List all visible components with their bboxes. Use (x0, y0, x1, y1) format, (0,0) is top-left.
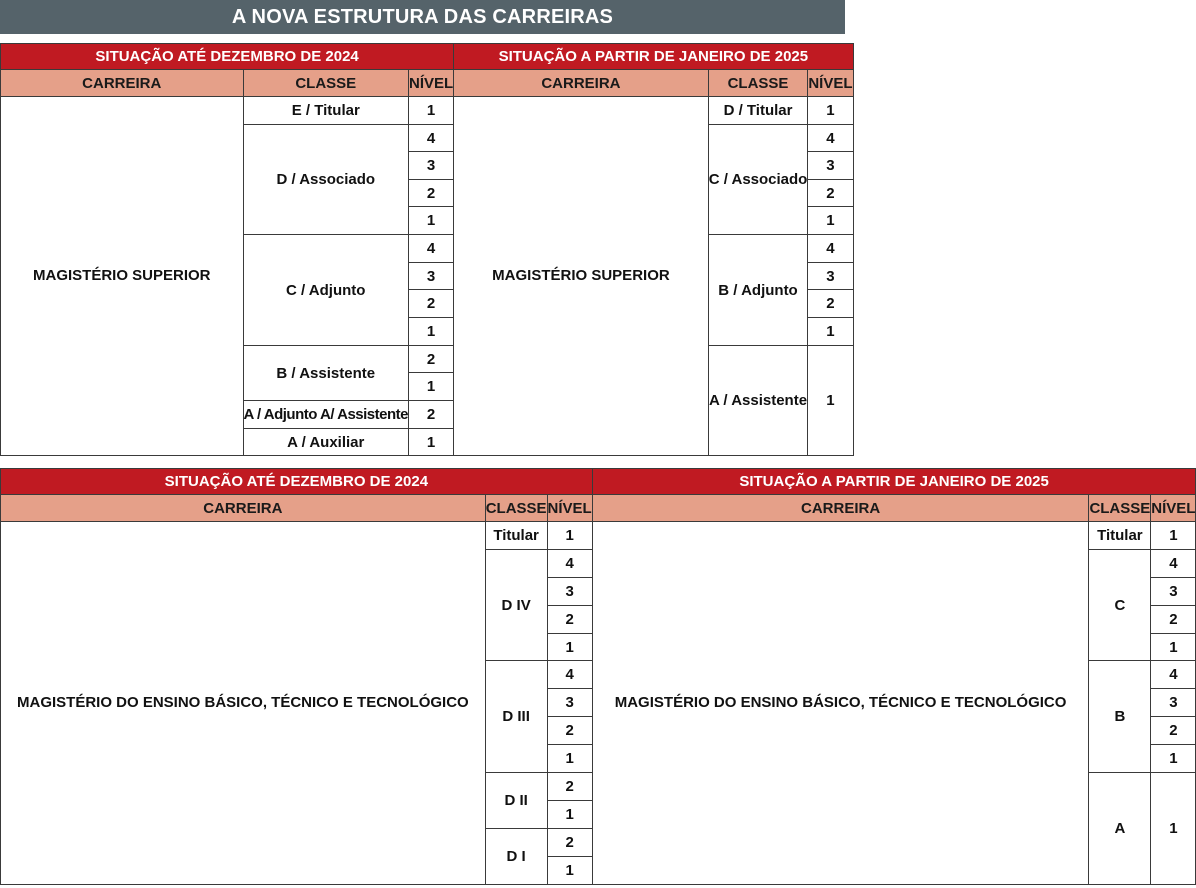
column-header-classe: CLASSE (708, 70, 808, 97)
classe-cell: C / Associado (708, 125, 808, 235)
nivel-cell: 1 (1151, 634, 1196, 661)
classe-cell: D III (485, 661, 547, 773)
nivel-cell: 1 (547, 522, 592, 550)
carreira-cell: MAGISTÉRIO DO ENSINO BÁSICO, TÉCNICO E TECNOLÓGICO (592, 522, 1089, 885)
nivel-cell: 2 (547, 606, 592, 634)
nivel-cell: 4 (547, 661, 592, 689)
nivel-cell: 2 (408, 180, 453, 207)
classe-cell: D II (485, 773, 547, 829)
classe-cell: D IV (485, 550, 547, 661)
nivel-cell: 2 (547, 773, 592, 801)
column-header-nivel: NÍVEL (408, 70, 453, 97)
nivel-cell: 3 (547, 689, 592, 717)
column-header-classe: CLASSE (1089, 495, 1151, 522)
nivel-cell: 1 (408, 318, 453, 346)
nivel-cell: 2 (408, 346, 453, 373)
nivel-cell: 4 (1151, 550, 1196, 578)
page-title: A NOVA ESTRUTURA DAS CARREIRAS (0, 0, 845, 34)
table-magisterio-ebtt (0, 468, 1196, 885)
classe-cell: B / Assistente (243, 346, 408, 401)
classe-cell: C (1089, 550, 1151, 661)
table-magisterio-superior (0, 43, 854, 456)
nivel-cell: 1 (1151, 522, 1196, 550)
nivel-cell: 1 (547, 745, 592, 773)
column-header-carreira: CARREIRA (454, 70, 709, 97)
classe-cell: B (1089, 661, 1151, 773)
nivel-cell: 1 (547, 801, 592, 829)
classe-cell: A / Assistente (708, 346, 808, 456)
nivel-cell: 1 (1151, 773, 1196, 885)
nivel-cell: 1 (408, 207, 453, 235)
nivel-cell: 2 (1151, 717, 1196, 745)
column-header-carreira: CARREIRA (592, 495, 1089, 522)
carreira-cell: MAGISTÉRIO SUPERIOR (1, 97, 244, 456)
classe-cell: Titular (485, 522, 547, 550)
carreira-cell: MAGISTÉRIO DO ENSINO BÁSICO, TÉCNICO E TECNOLÓGICO (1, 522, 486, 885)
nivel-cell: 1 (1151, 745, 1196, 773)
column-header-carreira: CARREIRA (1, 495, 486, 522)
classe-cell: Titular (1089, 522, 1151, 550)
classe-cell: A (1089, 773, 1151, 885)
classe-cell: E / Titular (243, 97, 408, 125)
column-header-classe: CLASSE (485, 495, 547, 522)
section-header-before: SITUAÇÃO ATÉ DEZEMBRO DE 2024 (1, 44, 454, 70)
nivel-cell: 2 (808, 290, 853, 318)
nivel-cell: 2 (1151, 606, 1196, 634)
column-header-nivel: NÍVEL (547, 495, 592, 522)
nivel-cell: 2 (808, 180, 853, 207)
nivel-cell: 1 (808, 318, 853, 346)
classe-cell: B / Adjunto (708, 235, 808, 346)
classe-cell: A / Adjunto A/ Assistente (243, 401, 408, 429)
nivel-cell: 2 (408, 290, 453, 318)
nivel-cell: 1 (408, 373, 453, 401)
column-header-carreira: CARREIRA (1, 70, 244, 97)
column-header-nivel: NÍVEL (1151, 495, 1196, 522)
classe-cell: A / Auxiliar (243, 429, 408, 456)
nivel-cell: 3 (1151, 578, 1196, 606)
column-header-nivel: NÍVEL (808, 70, 853, 97)
nivel-cell: 3 (547, 578, 592, 606)
column-header-classe: CLASSE (243, 70, 408, 97)
nivel-cell: 1 (408, 429, 453, 456)
nivel-cell: 3 (408, 152, 453, 180)
section-header-after: SITUAÇÃO A PARTIR DE JANEIRO DE 2025 (454, 44, 853, 70)
nivel-cell: 2 (547, 829, 592, 857)
classe-cell: D / Associado (243, 125, 408, 235)
nivel-cell: 1 (408, 97, 453, 125)
nivel-cell: 2 (408, 401, 453, 429)
nivel-cell: 1 (547, 634, 592, 661)
nivel-cell: 4 (408, 235, 453, 263)
nivel-cell: 3 (408, 263, 453, 290)
nivel-cell: 4 (1151, 661, 1196, 689)
nivel-cell: 4 (808, 125, 853, 152)
nivel-cell: 3 (1151, 689, 1196, 717)
nivel-cell: 2 (547, 717, 592, 745)
nivel-cell: 1 (547, 857, 592, 885)
classe-cell: D I (485, 829, 547, 885)
classe-cell: D / Titular (708, 97, 808, 125)
nivel-cell: 4 (808, 235, 853, 263)
nivel-cell: 3 (808, 263, 853, 290)
nivel-cell: 4 (408, 125, 453, 152)
carreira-cell: MAGISTÉRIO SUPERIOR (454, 97, 709, 456)
section-header-after: SITUAÇÃO A PARTIR DE JANEIRO DE 2025 (592, 469, 1196, 495)
section-header-before: SITUAÇÃO ATÉ DEZEMBRO DE 2024 (1, 469, 593, 495)
classe-cell: C / Adjunto (243, 235, 408, 346)
nivel-cell: 1 (808, 207, 853, 235)
nivel-cell: 4 (547, 550, 592, 578)
nivel-cell: 3 (808, 152, 853, 180)
nivel-cell: 1 (808, 97, 853, 125)
nivel-cell: 1 (808, 346, 853, 456)
